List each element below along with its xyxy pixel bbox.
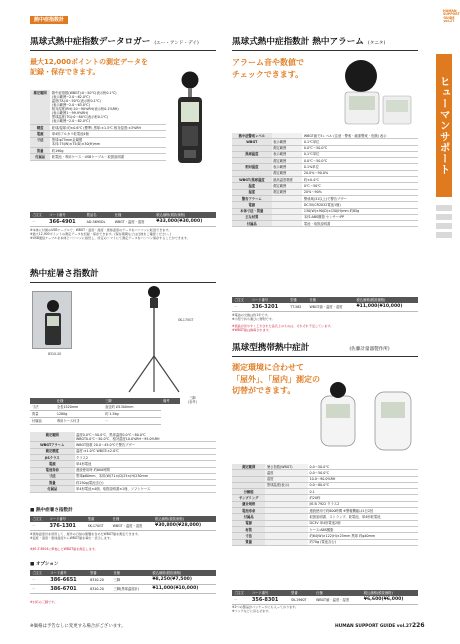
table-cell: 8310-20 — [88, 576, 111, 585]
spec-value: 0.1℃単位 — [302, 151, 418, 157]
heat-stress-title: 熱中症暑さ指数計 — [30, 269, 99, 279]
spec-heading: 警告アラーム — [232, 195, 272, 201]
spec-heading: 主な材質 — [232, 214, 272, 220]
spec-value: ケース:ABS樹脂 — [308, 526, 418, 532]
index-tab[interactable] — [436, 223, 452, 229]
table-cell: WBGT・温度・湿度 — [113, 218, 155, 227]
column-header: コード番号 — [250, 297, 289, 303]
table-row — [30, 576, 216, 585]
price: ¥6,600(¥6,000) — [362, 596, 418, 605]
column-header: 製品名 — [85, 212, 113, 218]
spec-subheading: 測定範囲 — [272, 183, 303, 189]
spec-subheading: 湿度 — [265, 476, 308, 482]
logger-spec-table — [30, 90, 166, 161]
heat-stress-order-table — [30, 516, 216, 531]
table-cell: 寸法 — [30, 404, 55, 411]
spec-subheading: 測定範囲 — [272, 189, 303, 195]
price: ¥11,000(¥10,000) — [150, 584, 216, 593]
spec-heading: 寸法 — [232, 533, 265, 539]
table-row — [30, 218, 216, 227]
option-order-table — [30, 570, 216, 594]
table-cell: － — [103, 417, 161, 424]
portable-notes: ※2つの製品がパッケージにも入っております。 ※フックなどに吊るせます。 — [232, 605, 299, 613]
spec-value: 温度:±1.0℃ WBGT:±2.0℃ — [75, 448, 216, 454]
table-row — [30, 522, 216, 531]
spec-value: 電池・取扱説明書 — [302, 221, 418, 227]
spec-value: 単4形電池 — [75, 461, 216, 467]
spec-value: 約±0.4℃ — [302, 177, 418, 183]
spec-heading: 質量 — [232, 539, 265, 545]
divider — [30, 50, 216, 51]
table-row — [30, 584, 216, 593]
table-cell: TT-562 — [288, 303, 307, 312]
spec-heading: 測定範囲 — [30, 90, 50, 125]
spec-subheading — [272, 221, 303, 227]
column-header: ご注文 — [30, 212, 47, 218]
column-header: 三脚 — [103, 398, 161, 404]
spec-heading: 質量 — [30, 480, 75, 486]
table-row — [232, 596, 418, 605]
table-cell: WBGT値・温度・湿度 — [307, 303, 354, 312]
index-tab[interactable] — [436, 232, 452, 238]
spec-heading: 電源 — [232, 202, 272, 208]
index-tab[interactable] — [436, 205, 452, 211]
spec-row — [30, 486, 216, 492]
table-cell: 付属品 — [30, 417, 55, 424]
spec-value: WBGT指数 20.0～45.0℃で警告ブザー — [75, 442, 216, 448]
table-row — [232, 303, 418, 312]
spec-value: 約20秒 — [308, 495, 418, 501]
column-header: 税込価格(税抜価格) — [154, 212, 216, 218]
spec-heading: 付属品 — [232, 221, 272, 227]
portable-title: 黒球型携帯熱中症計 (佐藤計量器製作所) — [232, 343, 390, 353]
table-cell: 約 1.5kg — [103, 410, 161, 417]
spec-row — [232, 221, 418, 227]
table-row — [30, 404, 180, 411]
spec-heading: 寸法 — [30, 137, 50, 147]
product-code: 356-8301 — [250, 596, 289, 605]
heat-stress-meter-image — [36, 299, 70, 349]
portable-order-table — [232, 590, 418, 605]
spec-value: 連続使用時 約600時間 — [75, 467, 216, 473]
spec-subheading: 表示範囲 — [272, 139, 303, 145]
spec-subheading: 温度 — [265, 470, 308, 476]
alarm-catchphrase: アラーム音や数値で チェックできます。 — [232, 58, 304, 79]
spec-value: 0.0℃～50.0℃ — [302, 158, 418, 164]
table-cell: 直径約 Ø1300mm — [103, 404, 161, 411]
spec-value: 連続使用で約800時間 ※警報機能は1日2回 — [308, 508, 418, 514]
option-model-label: 8310-20 — [48, 352, 62, 356]
spec-heading: 黒球温度 — [232, 151, 272, 157]
section-index-label[interactable]: ヒューマンサポート — [436, 54, 452, 197]
spec-value: 130(W)×90(D)×150(H)mm 約85g — [302, 208, 418, 214]
table-cell: SK-170GT — [86, 522, 111, 531]
spec-subheading: 測定範囲 — [272, 145, 303, 151]
spec-heading: 電池寿命 — [232, 508, 265, 514]
logger-title: 黒球式熱中症指数データロガー (エー・アンド・デイ) — [30, 37, 199, 47]
spec-row — [30, 90, 166, 125]
column-header: 税込価格(税抜価格) — [153, 516, 216, 522]
spec-heading: サンプリング — [232, 495, 265, 501]
spec-heading: 付属品 — [30, 486, 75, 492]
spec-value: 20%～90% — [302, 189, 418, 195]
spec-heading: JISクラス — [30, 455, 75, 461]
table-cell: 三脚 — [111, 576, 150, 585]
spec-value: 熱中症指数(WBGT):0～50℃(表示桁0.1℃) (表示範囲−2.0～62.0℃) 温度(TA):0～50℃(表示桁0.1℃) (表示範囲−2.0～63.0℃) 相対湿度(RH):10～90%RH(表示桁0.1%RH) (表示範囲1～99.9%RH) 黒球温度(TG):0～80℃(表示桁0.1℃) (表示範囲−2.0～82.0℃) — [50, 90, 166, 125]
product-code: 366-4901 — [47, 218, 85, 227]
heat-stress-notes: ※黒球温度計を使用して、屋外の日射の影響を含めたWBGT値を測定できます。 ※温度・湿度・黒球温度からWBGT値を算出・表示します。 — [30, 532, 141, 540]
spec-subheading: 黒球温度(表示) — [265, 482, 308, 488]
spec-heading: WBGT/黒球温度 — [232, 177, 272, 183]
table-cell: AD-5695DL — [85, 218, 113, 227]
divider — [232, 50, 418, 51]
table-cell: － — [30, 576, 48, 585]
column-header: 仕様 — [113, 212, 155, 218]
spec-heading: 寸法 — [30, 473, 75, 479]
alarm-notes: ※電池の交換は約1年です。 ※小型で持ち運びに便利です。 — [232, 313, 275, 321]
spec-value: 黒球:φ75mm金属製 本体:75(W)×75(D)×30(H)mm — [50, 137, 166, 147]
column-header: 税込価格(税抜価格) — [150, 570, 216, 576]
column-header: コード番号 — [48, 570, 88, 576]
option-title: ■ オプション — [30, 562, 59, 567]
spec-value: WBGT値で5レベル (注意・警戒・厳重警戒・危険) 表示 — [302, 133, 418, 139]
spec-value: 0.0℃～50.0℃ — [302, 145, 418, 151]
alarm-spec-table — [232, 133, 418, 227]
tripod-spec-table — [30, 398, 180, 425]
spec-value: 黒球φ60mm、本体(W)71×(D)25×(H)230mm — [75, 473, 216, 479]
heat-stress-notes-red: ※JIS Z 8504に準拠したWBGT値を測定します。 — [30, 547, 98, 551]
table-cell: － — [232, 303, 250, 312]
column-header: 型番 — [288, 297, 307, 303]
table-cell: 全長1520mm — [55, 404, 103, 411]
column-header: 型番 — [88, 570, 111, 576]
spec-row — [30, 432, 216, 442]
category-tag: 熱中症指数計 — [30, 16, 68, 24]
portable-spec-table — [232, 464, 418, 546]
spec-heading: 湿度 — [232, 189, 272, 195]
spec-value: 0℃～50℃ — [302, 183, 418, 189]
column-header: 税込価格(税抜価格) — [354, 297, 418, 303]
spec-heading: WBGT — [232, 139, 272, 145]
spec-value: 0.1℃単位 — [302, 139, 418, 145]
table-cell: － — [30, 218, 47, 227]
heat-stress-spec-table — [30, 432, 216, 493]
table-cell: SK-1960T — [289, 596, 314, 605]
alarm-order-table — [232, 297, 418, 312]
column-header: 仕様 — [111, 516, 153, 522]
spec-value: 0.0～50.0℃ — [308, 464, 418, 470]
guide-vertical-label: HUMAN SUPPORT GUIDE vol.27 — [443, 9, 460, 24]
price: ¥33,000(¥30,000) — [154, 218, 216, 227]
footer-guide: HUMAN SUPPORT GUIDE vol.27 — [335, 624, 412, 629]
column-header: 仕様 — [55, 398, 103, 404]
spec-row — [30, 137, 166, 147]
heat-stress-subtitle: ■ 熱中症暑さ指数計 — [30, 508, 73, 513]
spec-subheading — [265, 539, 308, 545]
table-cell: 8310-20 — [88, 584, 111, 593]
logger-catchphrase: 最大12,000ポイントの測定データを 記録・保存できます。 — [30, 58, 149, 77]
spec-value: 単4形電池×4個、取扱説明書×1冊、ソフトケース — [75, 486, 216, 492]
spec-heading: 材質 — [232, 526, 265, 532]
product-code: 386-6701 — [48, 584, 88, 593]
product-code: 336-3201 — [250, 303, 289, 312]
spec-value: 10.0～90.0%RH — [308, 476, 418, 482]
spec-heading: 適合規格 — [232, 501, 265, 507]
spec-subheading: 最高温度精度 — [272, 177, 303, 183]
product-model-label: SK-170GT — [178, 318, 194, 322]
spec-value: 警戒域(31以上)で警告ブザー — [302, 195, 418, 201]
tripod-image — [124, 284, 182, 394]
spec-heading: 分解能 — [232, 489, 265, 495]
spec-value: 0.0～50.0℃ — [308, 470, 418, 476]
table-cell: 質量 — [30, 410, 55, 417]
table-cell: 1280g — [55, 410, 103, 417]
divider — [232, 356, 418, 357]
alarm-notes-red: ※液晶が見やすく工夫された品名上のものは、それぞれ不足しています。 ※WBGT値は換算されます。 — [232, 324, 334, 332]
product-code: 376-1301 — [47, 522, 85, 531]
spec-heading: 付属品 — [232, 514, 265, 520]
column-header: 仕様 — [314, 590, 362, 596]
spec-subheading: 測定範囲 — [272, 158, 303, 164]
price: ¥30,800(¥28,000) — [153, 522, 216, 531]
alarm-title: 黒球式熱中症指数計 熱中アラーム (タニタ) — [232, 37, 386, 47]
spec-heading: 電源 — [232, 520, 265, 526]
column-header: 型番 — [86, 516, 111, 522]
tripod-label: 三脚 (参考) — [188, 396, 197, 404]
portable-product-image — [315, 380, 415, 460]
sidebar — [425, 0, 460, 644]
alarm-product-image — [315, 58, 415, 128]
column-header: ご注文 — [30, 570, 48, 576]
spec-value: 0.1 — [308, 489, 418, 495]
spec-value: クラス2 — [75, 455, 216, 461]
spec-heading: 電池寿命 — [30, 467, 75, 473]
spec-value: 0.1%単位 — [302, 164, 418, 170]
table-cell: － — [30, 584, 48, 593]
spec-value: DC3V 単4形電池2個 — [308, 520, 418, 526]
spec-row — [232, 539, 418, 545]
column-header: ご注文 — [30, 516, 47, 522]
table-cell: WBGT値・温度・湿度 — [314, 596, 362, 605]
column-header: コード番号 — [250, 590, 289, 596]
spec-value: 温度0.0℃～50.0℃、黒球温度0.0℃～80.0℃ WBGT0.0℃～50.0℃、相対湿度10.0%RH～95.0%RH — [75, 432, 216, 442]
spec-value: 0.0～80.0℃ — [308, 482, 418, 488]
logger-order-table — [30, 212, 216, 227]
spec-value: 乾電池・専用ケース・USBケーブル・取扱説明書 — [50, 154, 166, 160]
portable-catchphrase: 測定環境に合わせて 「屋外」、「屋内」測定の 切替ができます。 — [232, 363, 320, 396]
spec-heading: 熱中症警戒レベル — [232, 133, 272, 139]
spec-heading: 質量 — [30, 148, 50, 154]
table-cell: WBGT・温度・湿度 — [111, 522, 153, 531]
spec-subheading: 測定範囲 — [272, 170, 303, 176]
spec-value: 約250g(電池含む) — [75, 480, 216, 486]
spec-value: 約190g — [50, 148, 166, 154]
column-header: コード番号 — [47, 212, 85, 218]
spec-subheading: 表示範囲 — [272, 151, 303, 157]
spec-value: 20.0%～90.0% — [302, 170, 418, 176]
price: ¥8,250(¥7,500) — [150, 576, 216, 585]
spec-heading: 精度 — [30, 125, 50, 131]
column-header: 税込価格(税抜価格) — [362, 590, 418, 596]
product-code: 386-6651 — [48, 576, 88, 585]
spec-heading: 測定範囲 — [30, 432, 75, 442]
spec-row — [30, 154, 166, 160]
column-header: ご注文 — [232, 590, 250, 596]
price: ¥11,000(¥10,000) — [354, 303, 418, 312]
column-header: 仕様 — [111, 570, 150, 576]
spec-subheading: 表示範囲 — [272, 164, 303, 170]
spec-heading: 本体寸法・質量 — [232, 208, 272, 214]
spec-subheading: 暑さ指数(WBGT) — [265, 464, 308, 470]
table-cell: 専用ケース付き — [55, 417, 103, 424]
spec-heading: 電源 — [30, 131, 50, 137]
column-header: コード番号 — [47, 516, 85, 522]
table-row — [30, 410, 180, 417]
spec-heading: 測定精度 — [30, 448, 75, 454]
spec-heading: WBGTアラーム — [30, 442, 75, 448]
spec-heading: 温度 — [232, 183, 272, 189]
column-header: 仕様 — [307, 297, 354, 303]
footer-note: ※価格は予告なしに変更する場合がございます。 — [30, 624, 126, 629]
spec-heading: 電源 — [30, 461, 75, 467]
table-cell: － — [232, 596, 250, 605]
index-tab[interactable] — [436, 214, 452, 220]
column-header: 型番 — [289, 590, 314, 596]
spec-value: 単4形アルカリ乾電池4個 — [50, 131, 166, 137]
table-row — [30, 417, 180, 424]
spec-value: 取扱説明書、ストラップ、乾電池、単4形乾電池 — [308, 514, 418, 520]
spec-value: JIS B 7922 クラス2 — [308, 501, 418, 507]
column-header: ご注文 — [232, 297, 250, 303]
table-cell: 三脚(黒球温度計) — [111, 584, 150, 593]
table-cell: － — [30, 522, 47, 531]
column-header: 備考 — [161, 398, 180, 404]
spec-value: 本体:ABS樹脂 センサー:PP — [302, 214, 418, 220]
option-note: ※対応の三脚です。 — [30, 600, 58, 604]
spec-heading: 相対湿度 — [232, 164, 272, 170]
logger-product-image — [168, 70, 212, 170]
spec-value: 約64(W)×122(H)×25mm 黒球 約φ40mm — [308, 533, 418, 539]
logger-notes: ※本体に付属のUSBケーブルで、WBGT・温度・湿度・黒球温度のデータをパソコンに転送できます。 ※最大12,000ポイントの測定データを記録・保存できます。(保存期間などは仕様をご確認ください。) ※USB通信ケーブルを本体とパソコンに接続し、所定のソフトにて測定データをパソコン保存することができます。 — [30, 228, 190, 240]
spec-value: 約70g (電池含む) — [308, 539, 418, 545]
divider — [30, 282, 216, 283]
spec-value: DC3V(CR2032電池1個) — [302, 202, 418, 208]
page-number: 226 — [412, 622, 425, 629]
spec-value: 乾球/湿球:約±0.6℃ (標準) 黒球:±1.5℃ 相対湿度:±3%RH — [50, 125, 166, 131]
spec-heading: 付属品 — [30, 154, 50, 160]
spec-heading: 測定範囲 — [232, 464, 265, 470]
